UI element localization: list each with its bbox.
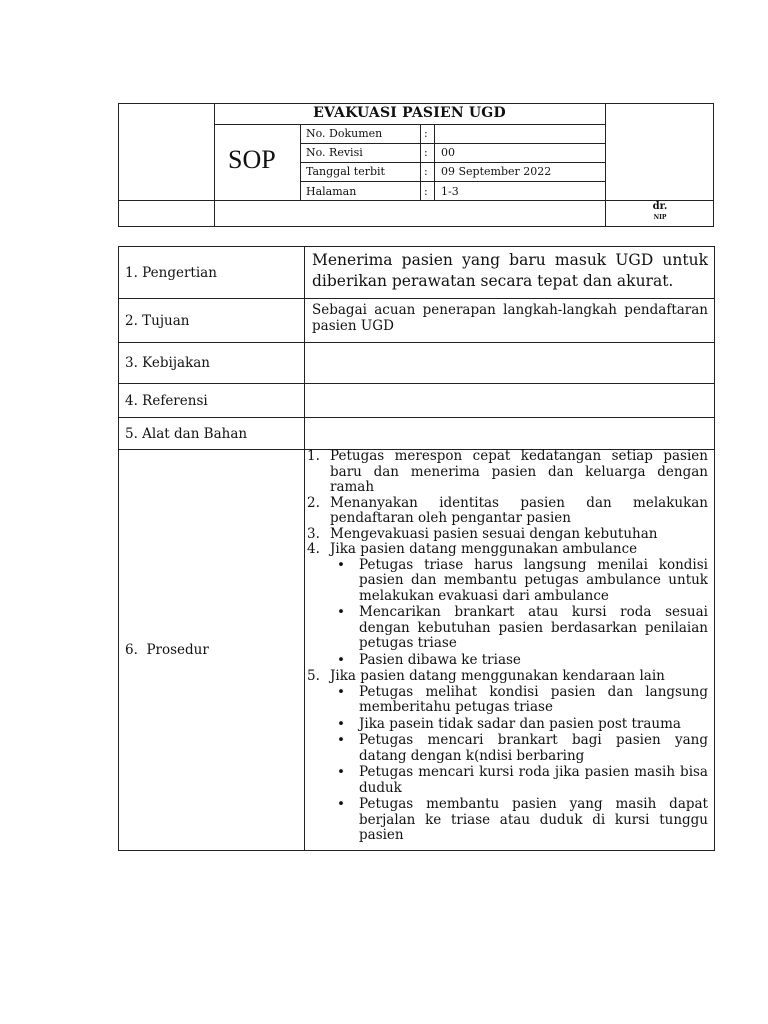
meta-label-no-revisi: No. Revisi xyxy=(306,146,363,159)
step-text: Jika pasien datang menggunakan kendaraan lain xyxy=(330,668,665,684)
meta-value-tanggal-terbit: 09 September 2022 xyxy=(441,165,552,178)
procedure-step xyxy=(305,496,708,527)
meta-sep: : xyxy=(424,127,428,140)
sub-step: • Petugas mencari brankart bagi pasien yang datang dengan k(ndisi berbaring xyxy=(330,733,708,764)
step-number: 2. xyxy=(307,494,320,511)
step-text: Petugas merespon cepat kedatangan setiap pasien baru dan menerima pasien dan keluarga dengan ramah xyxy=(330,448,708,495)
procedure-list xyxy=(305,449,708,845)
step-number: 4. xyxy=(307,541,320,557)
meta-sep: : xyxy=(424,146,428,159)
signature-nip: NIP xyxy=(653,214,667,221)
meta-value-no-revisi: 00 xyxy=(441,146,455,159)
label-prosedur: 6. Prosedur xyxy=(125,642,209,658)
sop-label: SOP xyxy=(228,145,276,174)
document-title: EVAKUASI PASIEN UGD xyxy=(313,105,506,121)
meta-label-tanggal-terbit: Tanggal terbit xyxy=(306,165,385,178)
sub-step: • Petugas triase harus langsung menilai kondisi pasien dan membantu petugas ambulance untuk melakukan evakuasi dari ambulance xyxy=(330,558,708,605)
label-kebijakan: 3. Kebijakan xyxy=(125,355,211,371)
procedure-step xyxy=(305,542,708,668)
sub-step: • Petugas mencari kursi roda jika pasien masih bisa duduk xyxy=(330,765,708,796)
signature-title: dr. xyxy=(652,201,668,212)
meta-value-halaman: 1-3 xyxy=(441,185,459,198)
sub-step: • Pasien dibawa ke triase xyxy=(330,653,708,669)
meta-sep: : xyxy=(424,165,428,178)
sub-step: • Mencarikan brankart atau kursi roda sesuai dengan kebutuhan pasien berdasarkan penilaian petugas triase xyxy=(330,605,708,652)
procedure-step xyxy=(305,449,708,496)
procedure-step xyxy=(305,669,708,844)
step-text: Mengevakuasi pasien sesuai dengan kebutuhan xyxy=(330,525,658,542)
sub-step: • Petugas membantu pasien yang masih dapat berjalan ke triase atau duduk di kursi tunggu pasien xyxy=(330,797,708,844)
label-tujuan: 2. Tujuan xyxy=(125,312,190,329)
sub-step: • Jika pasein tidak sadar dan pasien post trauma xyxy=(330,717,708,733)
procedure-step xyxy=(305,527,708,543)
label-pengertian: 1. Pengertian xyxy=(125,264,217,281)
step-number: 1. xyxy=(307,448,320,464)
sub-list xyxy=(330,558,708,669)
meta-label-no-dokumen: No. Dokumen xyxy=(306,127,383,140)
sub-list xyxy=(330,685,708,844)
step-text: Jika pasien datang menggunakan ambulance xyxy=(330,541,638,557)
text-tujuan: Sebagai acuan penerapan langkah-langkah pendaftaran pasien UGD xyxy=(312,302,708,334)
meta-sep: : xyxy=(424,185,428,198)
step-text: Menanyakan identitas pasien dan melakukan pendaftaran oleh pengantar pasien xyxy=(330,494,708,526)
label-referensi: 4. Referensi xyxy=(125,392,208,409)
step-number: 5. xyxy=(307,668,320,684)
label-alat-dan-bahan: 5. Alat dan Bahan xyxy=(125,425,248,442)
step-number: 3. xyxy=(307,525,320,542)
sub-step: • Petugas melihat kondisi pasien dan langsung memberitahu petugas triase xyxy=(330,685,708,716)
meta-label-halaman: Halaman xyxy=(306,185,357,198)
text-pengertian: Menerima pasien yang baru masuk UGD untuk diberikan perawatan secara tepat dan akurat. xyxy=(312,251,708,290)
